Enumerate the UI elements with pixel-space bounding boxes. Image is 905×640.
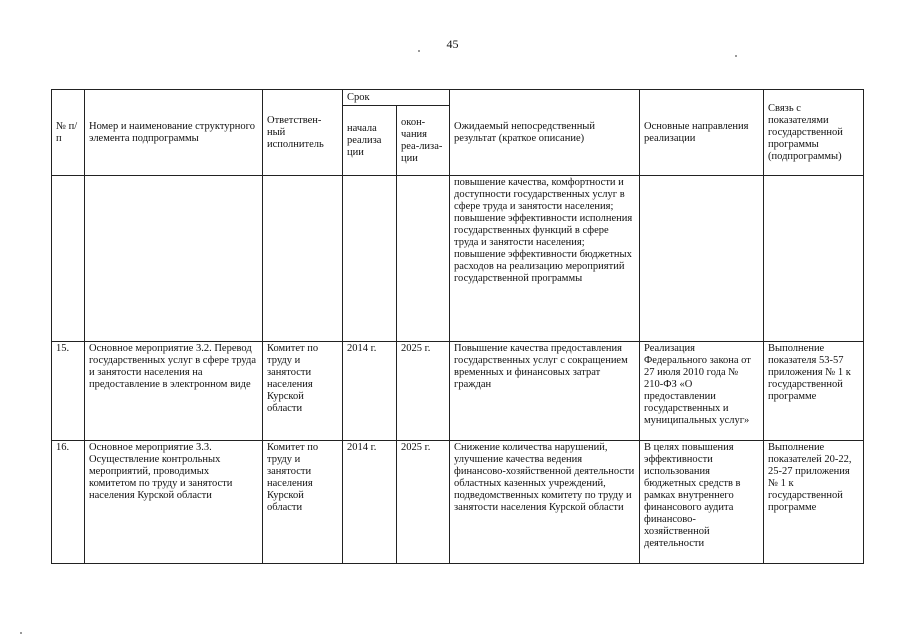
header-link: Связь с показателями государственной программы (подпрограммы) xyxy=(764,90,864,176)
cell-start xyxy=(343,176,397,342)
cell-link: Выполнение показателей 20-22, 25-27 приложения № 1 к государственной программе xyxy=(764,441,864,564)
header-term: Срок xyxy=(343,90,450,106)
cell-num xyxy=(52,176,85,342)
cell-link: Выполнение показателя 53-57 приложения № 1 к государственной программе xyxy=(764,342,864,441)
header-num: № п/п xyxy=(52,90,85,176)
cell-end xyxy=(397,176,450,342)
cell-start: 2014 г. xyxy=(343,441,397,564)
cell-num: 16. xyxy=(52,441,85,564)
cell-name xyxy=(85,176,263,342)
cell-end: 2025 г. xyxy=(397,342,450,441)
header-name: Номер и наименование структурного элемента подпрограммы xyxy=(85,90,263,176)
table-row xyxy=(52,342,864,441)
cell-num: 15. xyxy=(52,342,85,441)
cell-name: Основное мероприятие 3.2. Перевод государственных услуг в сфере труда и занятости населения на предоставление в электронном виде xyxy=(85,342,263,441)
cell-start: 2014 г. xyxy=(343,342,397,441)
table-row xyxy=(52,441,864,564)
header-directions: Основные направления реализации xyxy=(640,90,764,176)
scan-speck xyxy=(735,55,737,57)
table-row-continuation xyxy=(52,176,864,342)
program-table xyxy=(51,89,864,564)
header-start: начала реализа ции xyxy=(343,106,397,176)
cell-result: Повышение качества предоставления государственных услуг с сокращением временных и финансовых затрат граждан xyxy=(450,342,640,441)
page-number: 45 xyxy=(446,37,459,51)
table-header xyxy=(52,90,864,176)
cell-name: Основное мероприятие 3.3. Осуществление контрольных мероприятий, проводимых комитетом по труду и занятости населения Курской области xyxy=(85,441,263,564)
scan-speck xyxy=(418,50,420,52)
scan-speck xyxy=(20,632,22,634)
cell-end: 2025 г. xyxy=(397,441,450,564)
cell-responsible: Комитет по труду и занятости населения Курской области xyxy=(263,441,343,564)
cell-link xyxy=(764,176,864,342)
header-end: окон-чания реа-лиза-ции xyxy=(397,106,450,176)
cell-responsible xyxy=(263,176,343,342)
cell-result: Снижение количества нарушений, улучшение качества ведения финансово-хозяйственной деятельности областных казенных учреждений, подведомственных комитету по труду и занятости населения Курской области xyxy=(450,441,640,564)
cell-directions: Реализация Федерального закона от 27 июля 2010 года № 210-ФЗ «О предоставлении государственных и муниципальных услуг» xyxy=(640,342,764,441)
header-result: Ожидаемый непосредственный результат (краткое описание) xyxy=(450,90,640,176)
cell-directions xyxy=(640,176,764,342)
header-responsible: Ответствен-ный исполнитель xyxy=(263,90,343,176)
cell-responsible: Комитет по труду и занятости населения Курской области xyxy=(263,342,343,441)
cell-directions: В целях повышения эффективности использования бюджетных средств в рамках внутреннего финансового аудита финансово-хозяйственной деятельности xyxy=(640,441,764,564)
cell-result: повышение качества, комфортности и доступности государственных услуг в сфере труда и занятости населения; повышение эффективности исполнения государственных функций в сфере труда и занятости населения; повышение эффективности бюджетных расходов на реализацию мероприятий государственной программы xyxy=(450,176,640,342)
